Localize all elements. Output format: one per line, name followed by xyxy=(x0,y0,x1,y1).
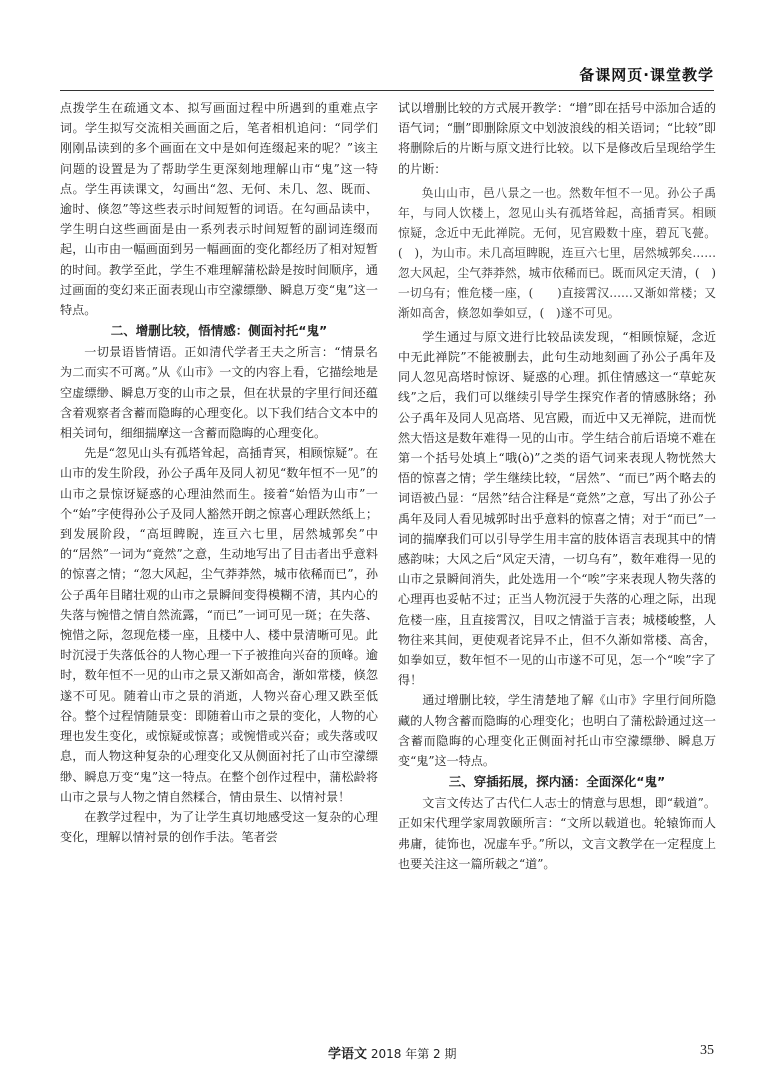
journal-name: 学语文 xyxy=(328,1047,368,1062)
paragraph: 文言文传达了古代仁人志士的情意与思想，即“载道”。正如宋代理学家周敦颐所言：“文所以载道也。轮辕饰而人弗庸，徒饰也，况虚车乎。”所以，文言文教学在一定程度上也要关注这一篇所载之“道”。 xyxy=(398,796,716,871)
paragraph: 学生通过与原文进行比较品读发现，“相顾惊疑，念近中无此禅院”不能被删去，此句生动地刻画了孙公子禹年及同人忽见高塔时惊讶、疑惑的心理。抓住情感这一“草蛇灰线”之后，我们可以继续引导学生探究作者的情感脉络；孙公子禹年及同人见高塔、见宫殿，而近中又无禅院，进而恍然大悟这是数年难得一见的山市。学生结合前后语境不难在第一个括号处填上“哦(ò)”之类的语气词来表现人物恍然大悟的惊喜之情；学生继续比较，“居然”、“而已”两个略去的词语被凸显：“居然”结合注释是“竟然”之意，写出了孙公子禹年及同人看见城郭时出乎意料的惊喜之情；对于“而已”一词的揣摩我们可以引导学生用丰富的肢体语言表现其中的情感韵味；大风之后“风定天清，一切乌有”，数年难得一见的山市之景瞬间消失，此处选用一个“唉”字来表现人物失落的心理再也妥帖不过；正当人物沉浸于失落的心理之际，出现危楼一座，且直接霄汉，目叹之情溢于言表；城楼峻整，人物往来其间，更使观者诧异不止，但不久渐如常楼、高舍，如拳如豆，数年恒不一见的山市遂不可见，怎一个“唉”字了得！ xyxy=(398,329,716,688)
paragraph: 试以增删比较的方式展开教学：“增”即在括号中添加合适的语气词；“删”即删除原文中划波浪线的相关语词；“比较”即将删除后的片断与原文进行比较。以下是修改后呈现给学生的片断： xyxy=(398,101,716,176)
section-title: 备课网页·课堂教学 xyxy=(579,66,714,84)
page-footer xyxy=(60,1043,714,1063)
paragraph: 一切景语皆情语。正如清代学者王夫之所言：“情景名为二而实不可离。”从《山市》一文的内容上看，它描绘地是空虚缥缈、瞬息万变的山市之景，但在状景的字里行间还蕴含着观察者含蓄而隐晦的心理变化。以下我们结合文本中的相关词句，细细揣摩这一含蓄而隐晦的心理变化。 xyxy=(60,345,378,441)
right-column xyxy=(398,98,716,874)
quoted-excerpt: 奂山山市，邑八景之一也。然数年恒不一见。孙公子禹年，与同人饮楼上，忽见山头有孤塔耸起，高插青冥。相顾惊疑，念近中无此禅院。无何，见宫殿数十座，碧瓦飞甍。( )，为山市。未几高垣睥睨，连亘六七里，居然城郭矣……忽大风起，尘气莽莽然，城市依稀而已。既而风定天清，( )一切乌有；惟危楼一座，( )直接霄汉……又渐如常楼；又渐如高舍，倏忽如拳如豆，( )遂不可见。 xyxy=(398,185,716,320)
journal-info xyxy=(328,1043,456,1062)
left-column xyxy=(60,98,378,847)
paragraph: 在教学过程中，为了让学生真切地感受这一复杂的心理变化，理解以情衬景的创作手法。笔者尝 xyxy=(60,809,378,845)
page-number: 35 xyxy=(700,1043,714,1058)
header-divider xyxy=(60,90,714,91)
paragraph: 先是“忽见山头有孤塔耸起，高插青冥，相顾惊疑”。在山市的发生阶段，孙公子禹年及同人初见“数年恒不一见”的山市之景惊讶疑惑的心理油然而生。接着“始悟为山市”一个“始”字使得孙公子及同人豁然开朗之惊喜心理跃然纸上；到发展阶段，“高垣睥睨，连亘六七里，居然城郭矣”中的“居然”一词为“竟然”之意，生动地写出了目击者出乎意料的惊喜之情；“忽大风起，尘气莽莽然，城市依稀而已”，孙公子禹年目睹壮观的山市之景瞬间变得模糊不清，其内心的失落与惋惜之情自然流露，“而已”一词可见一斑；在失落、惋惜之际，忽现危楼一座，且楼中人、楼中景清晰可见。此时沉浸于失落低谷的人物心理一下子被推向兴奋的顶峰。逾时，数年恒不一见的山市之景又渐如高舍，渐如常楼，倏忽遂不可见。随着山市之景的消逝，人物兴奋心理又跌至低谷。整个过程情随景变：即随着山市之景的变化，人物的心理也发生变化，或惊疑或惊喜；或惋惜或兴奋；或失落或叹息，而人物这种复杂的心理变化又从侧面衬托了山市空濛缥缈、瞬息万变“鬼”这一特点。在整个创作过程中，蒲松龄将山市之景与人物之情自然糅合，情由景生、以情衬景！ xyxy=(60,446,378,804)
paragraph: 点拨学生在疏通文本、拟写画面过程中所遇到的重难点字词。学生拟写交流相关画面之后，笔者相机追问：“同学们刚刚品读到的多个画面在文中是如何连缀起来的呢？”该主问题的设置是为了帮助学生更深刻地理解山市“鬼”这一特点。学生再读课文，勾画出“忽、无何、未几、忽、既而、逾时、倏忽”等这些表示时间短暂的词语。在勾画品读中，学生明白这些画面是由一系列表示时间短暂的副词连缀而起，山市由一幅画面到另一幅画面的变化都经历了相对短暂的时间。教学至此，学生不难理解蒲松龄是按时间顺序，通过画面的变幻来正面表现山市空濛缥缈、瞬息万变“鬼”这一特点。 xyxy=(60,101,378,318)
paragraph: 通过增删比较，学生清楚地了解《山市》字里行间所隐藏的人物含蓄而隐晦的心理变化；也明白了蒲松龄通过这一含蓄而隐晦的心理变化正侧面衬托山市空濛缥缈、瞬息万变“鬼”这一特点。 xyxy=(398,693,716,769)
section-heading: 三、穿插拓展，探内涵：全面深化“鬼” xyxy=(448,774,666,790)
section-heading: 二、增删比较，悟情感：侧面衬托“鬼” xyxy=(110,323,328,339)
issue-label: 2018 年第 2 期 xyxy=(370,1047,457,1061)
page-header xyxy=(60,64,714,88)
